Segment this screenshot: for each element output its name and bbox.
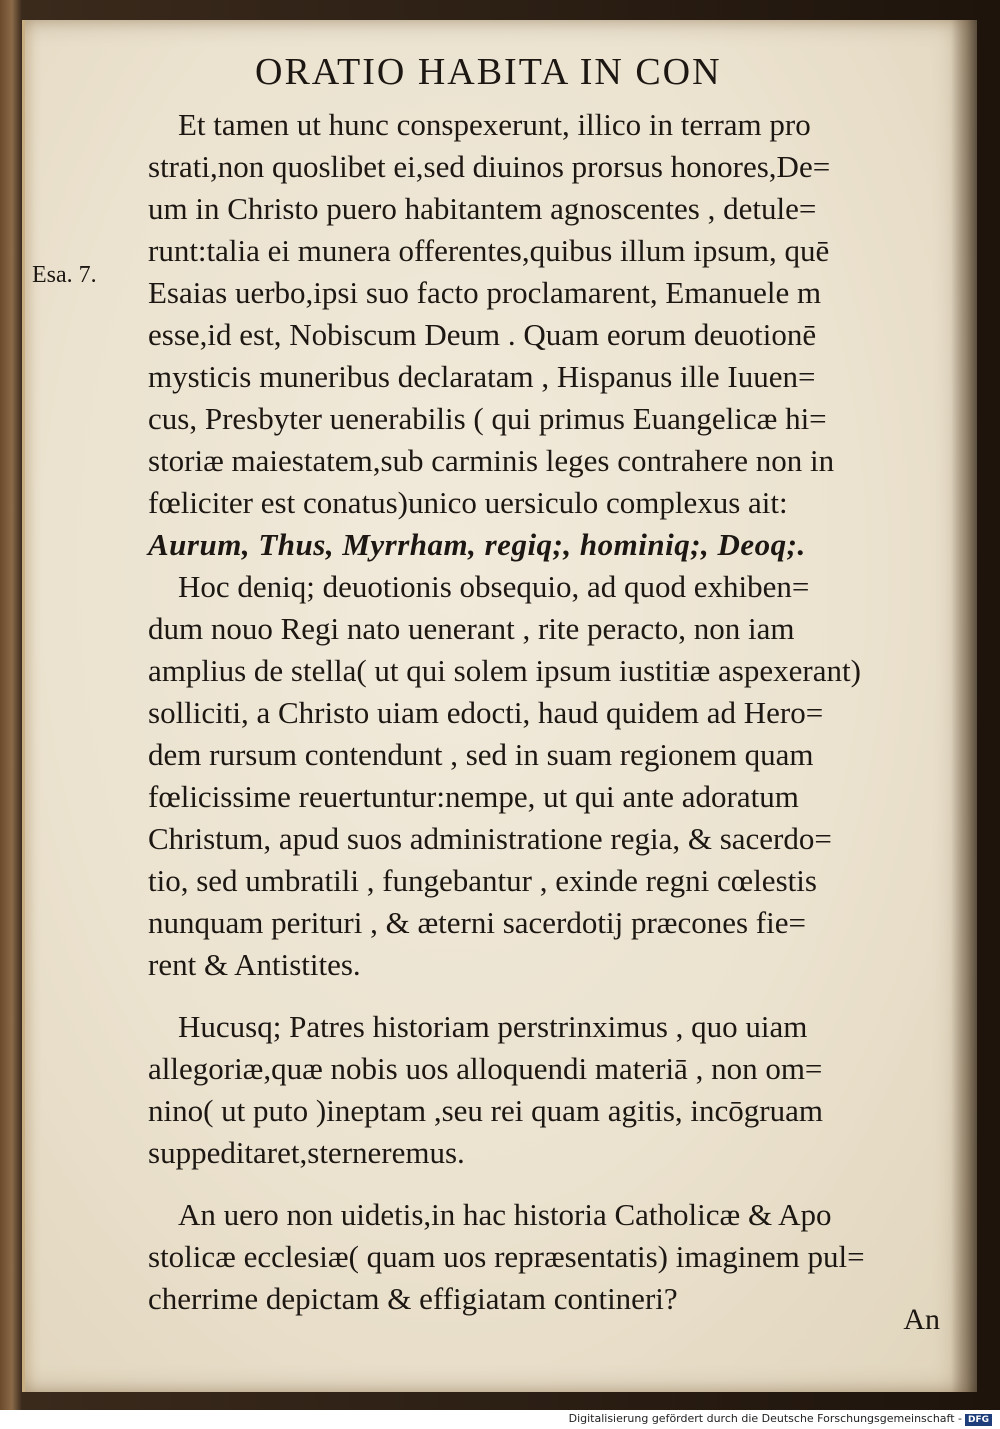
text-line: dem rursum contendunt , sed in suam regionem quam [148,737,814,772]
body-text [148,104,938,1320]
text-line: suppeditaret,sterneremus. [148,1135,465,1170]
text-line: An uero non uidetis,in hac historia Catholicæ & Apo [178,1197,832,1232]
credit-text: Digitalisierung gefördert durch die Deutsche Forschungsgemeinschaft - [568,1412,962,1425]
text-line: allegoriæ,quæ nobis uos alloquendi materiā , non om= [148,1051,823,1086]
text-line: stolicæ ecclesiæ( quam uos repræsentatis) imaginem pul= [148,1239,865,1274]
page-gutter-shadow [951,20,977,1392]
dfg-logo: DFG [965,1414,992,1426]
paragraph-1 [148,104,938,566]
paragraph-spacer [148,986,938,1006]
text-line: amplius de stella( ut qui solem ipsum iustitiæ aspexerant) [148,653,861,688]
paragraph-spacer [148,1174,938,1194]
text-line: strati,non quoslibet ei,sed diuinos prorsus honores,De= [148,149,831,184]
text-line: rent & Antistites. [148,947,361,982]
text-line: esse,id est, Nobiscum Deum . Quam eorum deuotionē [148,317,817,352]
paragraph-4 [148,1194,938,1320]
quoted-verse: Aurum, Thus, Myrrham, regiq;, hominiq;, Deoq;. [148,527,806,562]
text-line: tio, sed umbratili , fungebantur , exinde regni cœlestis [148,863,817,898]
text-line: nunquam perituri , & æterni sacerdotij præcones fie= [148,905,806,940]
text-line: nino( ut puto )ineptam ,seu rei quam agitis, incōgruam [148,1093,823,1128]
catchword: An [903,1303,940,1336]
marginal-reference: Esa. 7. [32,262,97,288]
text-line: dum nouo Regi nato uenerant , rite peracto, non iam [148,611,795,646]
text-line: storiæ maiestatem,sub carminis leges contrahere non in [148,443,835,478]
text-line: cus, Presbyter uenerabilis ( qui primus Euangelicæ hi= [148,401,827,436]
text-line: runt:talia ei munera offerentes,quibus illum ipsum, quē [148,233,830,268]
paragraph-2 [148,566,938,986]
text-line: cherrime depictam & effigiatam contineri? [148,1281,678,1316]
text-line: Hoc deniq; deuotionis obsequio, ad quod exhiben= [178,569,810,604]
paragraph-3 [148,1006,938,1174]
text-line: mysticis muneribus declaratam , Hispanus ille Iuuen= [148,359,816,394]
text-line: um in Christo puero habitantem agnoscentes , detule= [148,191,817,226]
digitization-credit [569,1412,992,1426]
text-line: fœliciter est conatus)unico uersiculo complexus ait: [148,485,788,520]
text-line: Christum, apud suos administratione regia, & sacerdo= [148,821,832,856]
text-line: Et tamen ut hunc conspexerunt, illico in terram pro [178,107,811,142]
text-line: Esaias uerbo,ipsi suo facto proclamarent, Emanuele m [148,275,822,310]
running-header: ORATIO HABITA IN CON [255,51,722,93]
text-line: fœlicissime reuertuntur:nempe, ut qui ante adoratum [148,779,799,814]
text-line: Hucusq; Patres historiam perstrinximus , quo uiam [178,1009,808,1044]
text-line: solliciti, a Christo uiam edocti, haud quidem ad Hero= [148,695,824,730]
